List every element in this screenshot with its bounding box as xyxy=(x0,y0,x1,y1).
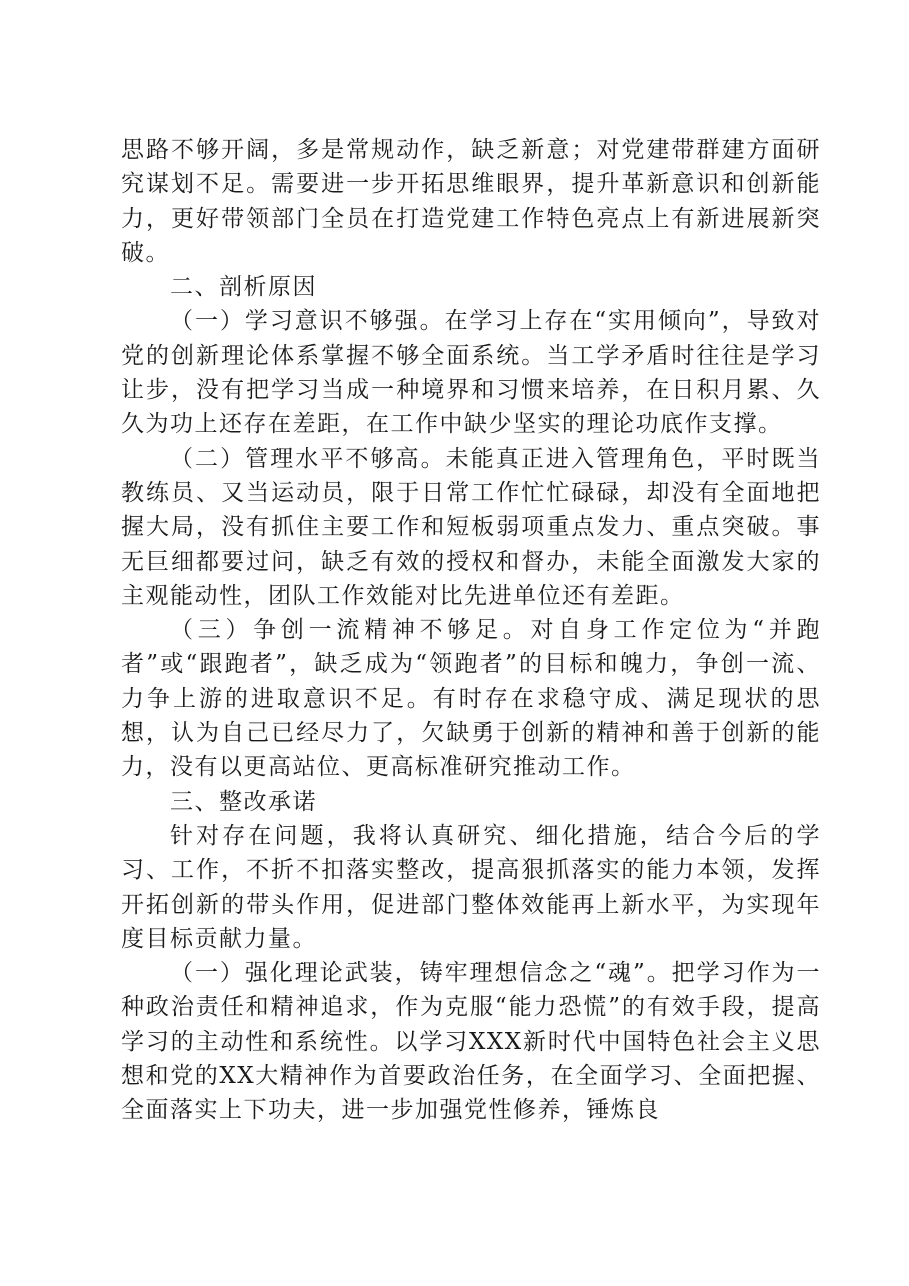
paragraph-commitment-intro: 针对存在问题，我将认真研究、细化措施，结合今后的学习、工作，不折不扣落实整改，提高狠抓落实的能力本领，发挥开拓创新的带头作用，促进部门整体效能再上新水平，为实现年度目标贡献力量。 xyxy=(121,822,821,952)
paragraph-analysis-3: （三）争创一流精神不够足。对自身工作定位为“并跑者”或“跟跑者”，缺乏成为“领跑者”的目标和魄力，争创一流、力争上游的进取意识不足。有时存在求稳守成、满足现状的思想，认为自己已经尽力了，欠缺勇于创新的精神和善于创新的能力，没有以更高站位、更高标准研究推动工作。 xyxy=(121,617,821,781)
paragraph-commitment-1: （一）强化理论武装，铸牢理想信念之“魂”。把学习作为一种政治责任和精神追求，作为克服“能力恐慌”的有效手段，提高学习的主动性和系统性。以学习XXX新时代中国特色社会主义思想和党的XX大精神作为首要政治任务，在全面学习、全面把握、全面落实上下功夫，进一步加强党性修养，锤炼良 xyxy=(121,960,821,1124)
section-heading-analysis: 二、剖析原因 xyxy=(170,274,317,301)
paragraph-continued: 思路不够开阔，多是常规动作，缺乏新意；对党建带群建方面研究谋划不足。需要进一步开拓思维眼界，提升革新意识和创新能力，更好带领部门全员在打造党建工作特色亮点上有新进展新突破。 xyxy=(121,137,821,266)
paragraph-analysis-2: （二）管理水平不够高。未能真正进入管理角色，平时既当教练员、又当运动员，限于日常工作忙忙碌碌，却没有全面地把握大局，没有抓住主要工作和短板弱项重点发力、重点突破。事无巨细都要过问，缺乏有效的授权和督办，未能全面激发大家的主观能动性，团队工作效能对比先进单位还有差距。 xyxy=(121,445,821,609)
paragraph-analysis-1: （一）学习意识不够强。在学习上存在“实用倾向”，导致对党的创新理论体系掌握不够全面系统。当工学矛盾时往往是学习让步，没有把学习当成一种境界和习惯来培养，在日积月累、久久为功上还存在差距，在工作中缺少坚实的理论功底作支撑。 xyxy=(121,308,821,438)
document-body xyxy=(121,133,821,1128)
section-heading-commitment: 三、整改承诺 xyxy=(170,788,317,815)
